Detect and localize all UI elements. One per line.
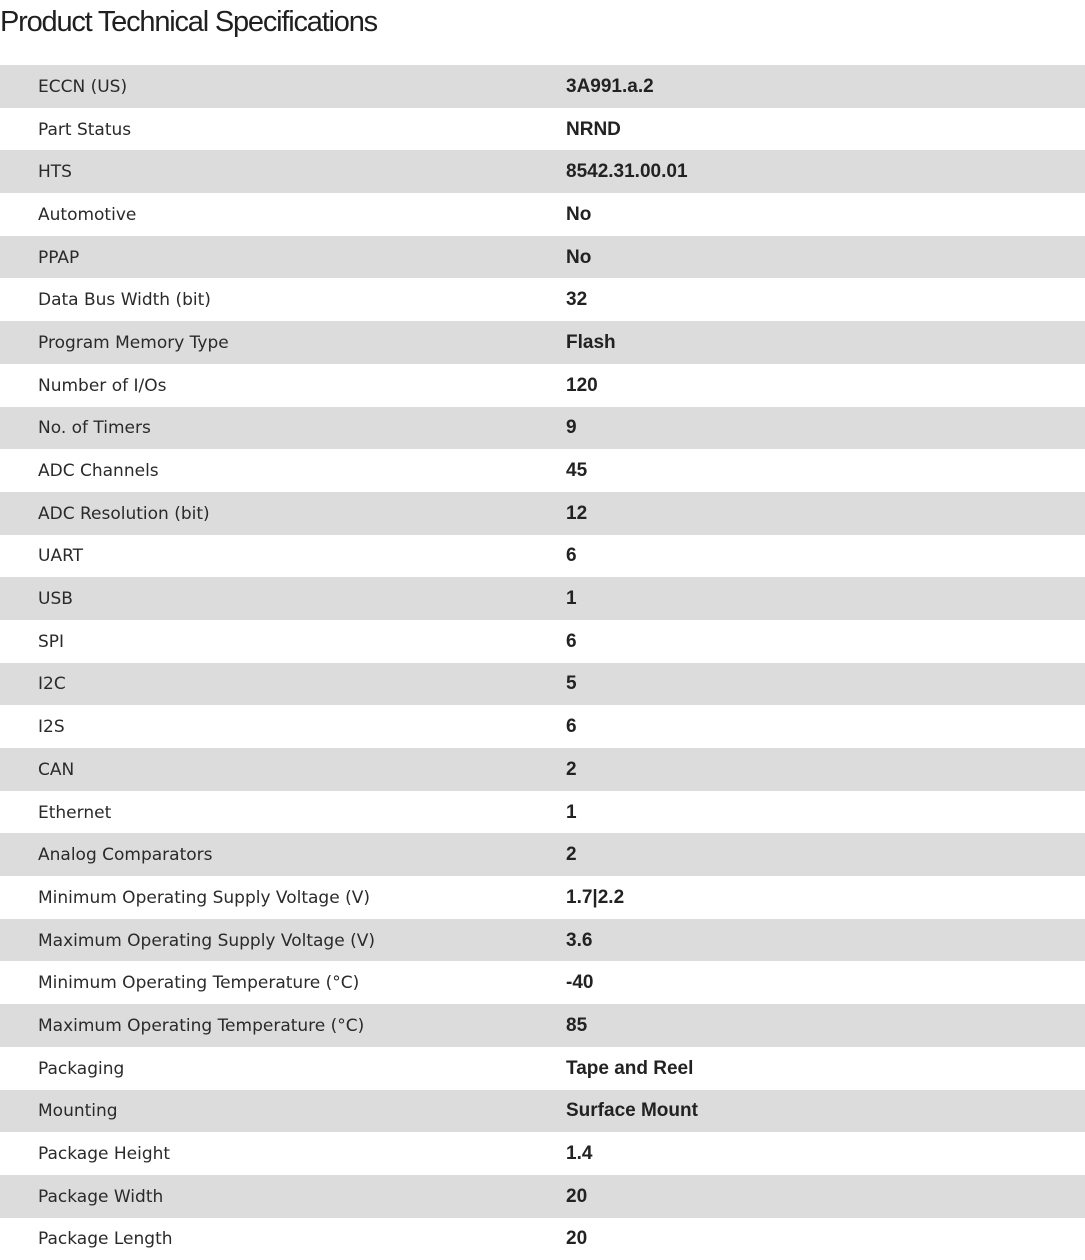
spec-row	[0, 577, 1085, 620]
spec-row	[0, 236, 1085, 279]
spec-value: 120	[566, 374, 598, 396]
spec-row	[0, 1090, 1085, 1133]
spec-row	[0, 321, 1085, 364]
spec-name: UART	[38, 546, 84, 567]
spec-value: 3A991.a.2	[566, 75, 654, 97]
spec-row	[0, 705, 1085, 748]
spec-name: Package Length	[38, 1229, 173, 1250]
spec-name: Number of I/Os	[38, 375, 167, 396]
spec-name: ADC Resolution (bit)	[38, 503, 210, 524]
spec-value: 12	[566, 502, 588, 524]
spec-row	[0, 535, 1085, 578]
spec-name: Analog Comparators	[38, 845, 213, 866]
spec-name: SPI	[38, 631, 65, 652]
spec-value: 32	[566, 289, 588, 311]
spec-name: CAN	[38, 759, 75, 780]
spec-name: No. of Timers	[38, 418, 151, 439]
spec-name: Data Bus Width (bit)	[38, 290, 211, 311]
spec-name: PPAP	[38, 247, 80, 268]
spec-value: 9	[566, 417, 577, 439]
spec-value: No	[566, 246, 592, 268]
page-title: Product Technical Specifications	[0, 6, 377, 38]
spec-row	[0, 1132, 1085, 1175]
spec-row	[0, 407, 1085, 450]
spec-value: 1	[566, 588, 577, 610]
spec-value: Surface Mount	[566, 1100, 698, 1122]
spec-value: NRND	[566, 118, 621, 140]
spec-row	[0, 919, 1085, 962]
spec-value: 6	[566, 716, 577, 738]
spec-name: Minimum Operating Supply Voltage (V)	[38, 887, 370, 908]
spec-value: 3.6	[566, 929, 593, 951]
spec-value: Tape and Reel	[566, 1057, 694, 1079]
spec-row	[0, 876, 1085, 919]
spec-row	[0, 663, 1085, 706]
spec-row	[0, 65, 1085, 108]
spec-name: ECCN (US)	[38, 76, 128, 97]
spec-row	[0, 1218, 1085, 1260]
spec-name: Minimum Operating Temperature (°C)	[38, 973, 360, 994]
spec-name: Automotive	[38, 204, 137, 225]
spec-value: Flash	[566, 331, 616, 353]
spec-row	[0, 620, 1085, 663]
spec-row	[0, 449, 1085, 492]
spec-name: Ethernet	[38, 802, 112, 823]
spec-value: No	[566, 203, 592, 225]
spec-name: Maximum Operating Temperature (°C)	[38, 1015, 365, 1036]
spec-value: 6	[566, 545, 577, 567]
spec-row	[0, 278, 1085, 321]
spec-row	[0, 108, 1085, 151]
spec-name: Part Status	[38, 119, 132, 140]
spec-value: 2	[566, 844, 577, 866]
spec-name: Package Height	[38, 1144, 171, 1165]
spec-row	[0, 1047, 1085, 1090]
spec-row	[0, 833, 1085, 876]
spec-row	[0, 1175, 1085, 1218]
spec-name: HTS	[38, 162, 72, 183]
spec-value: 45	[566, 460, 588, 482]
spec-name: I2C	[38, 674, 66, 695]
spec-name: Mounting	[38, 1101, 118, 1122]
spec-row	[0, 492, 1085, 535]
spec-value: 20	[566, 1228, 588, 1250]
spec-row	[0, 364, 1085, 407]
spec-row	[0, 150, 1085, 193]
spec-row	[0, 193, 1085, 236]
spec-table	[0, 65, 1085, 1260]
spec-name: Maximum Operating Supply Voltage (V)	[38, 930, 375, 951]
spec-value: 1.4	[566, 1143, 593, 1165]
spec-value: 1	[566, 801, 577, 823]
spec-row	[0, 748, 1085, 791]
spec-name: Packaging	[38, 1058, 125, 1079]
spec-value: -40	[566, 972, 594, 994]
spec-value: 8542.31.00.01	[566, 161, 688, 183]
spec-row	[0, 1004, 1085, 1047]
spec-name: ADC Channels	[38, 461, 159, 482]
spec-name: Program Memory Type	[38, 332, 229, 353]
spec-value: 1.7|2.2	[566, 886, 625, 908]
spec-row	[0, 961, 1085, 1004]
spec-value: 6	[566, 630, 577, 652]
spec-name: Package Width	[38, 1186, 164, 1207]
spec-name: I2S	[38, 717, 65, 738]
spec-value: 85	[566, 1014, 588, 1036]
spec-value: 2	[566, 758, 577, 780]
spec-row	[0, 791, 1085, 834]
spec-name: USB	[38, 589, 73, 610]
spec-value: 20	[566, 1185, 588, 1207]
spec-value: 5	[566, 673, 577, 695]
